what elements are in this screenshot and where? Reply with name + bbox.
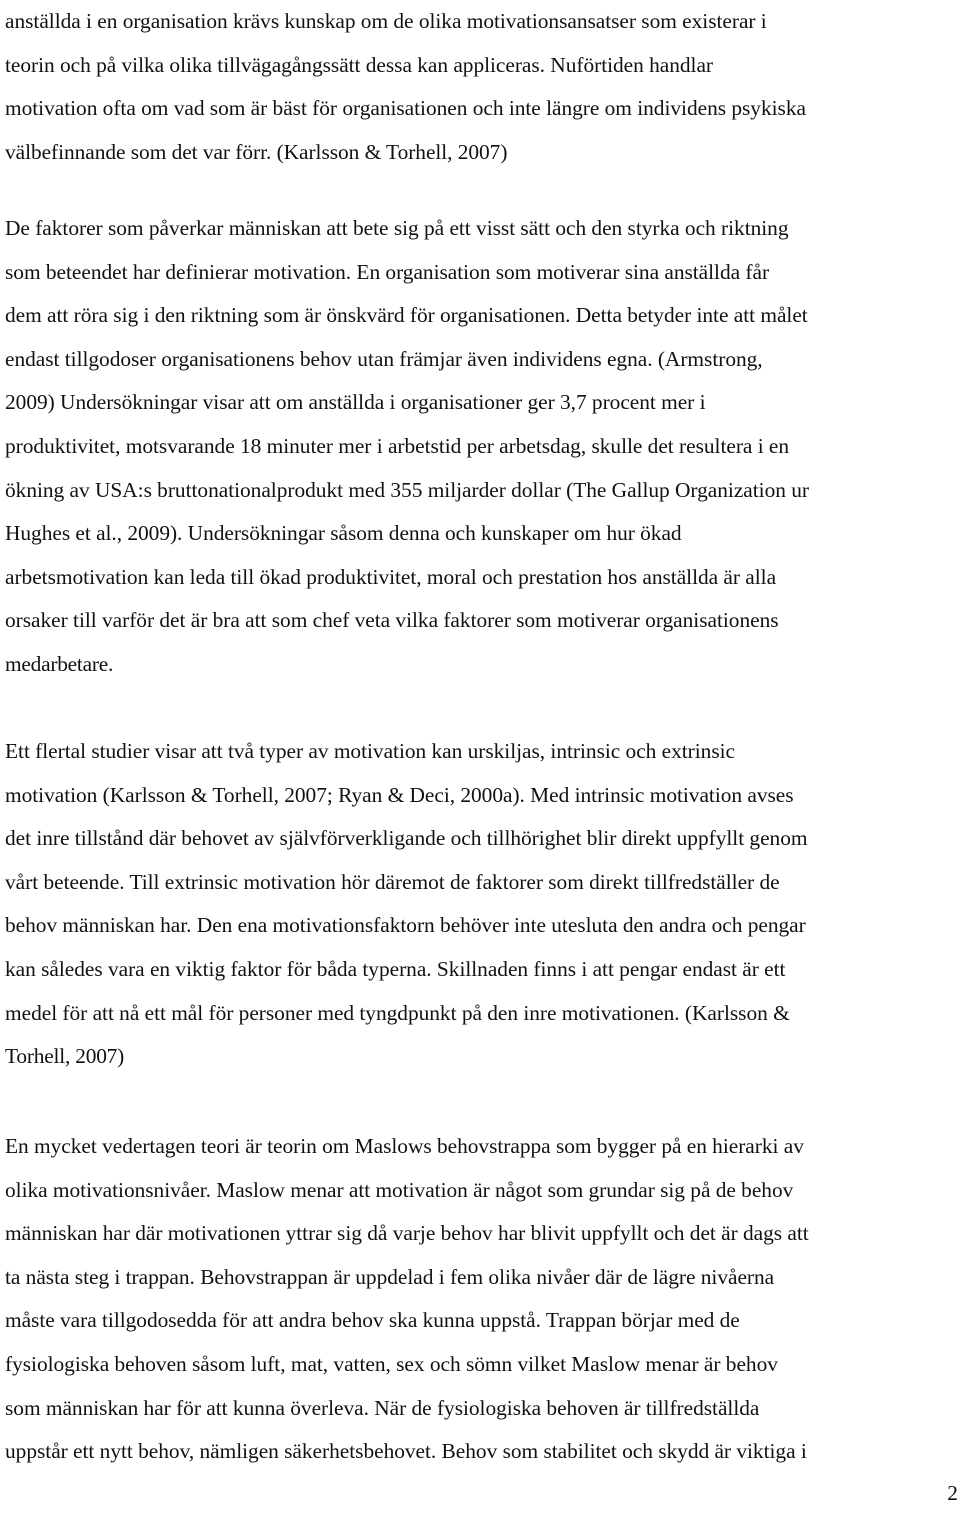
text-line: produktivitet, motsvarande 18 minuter mer i arbetstid per arbetsdag, skulle det resultera i en	[5, 433, 790, 458]
text-line: 2009) Undersökningar visar att om anställda i organisationer ger 3,7 procent mer i	[5, 390, 706, 415]
text-line: som människan har för att kunna överleva. När de fysiologiska behoven är tillfredställda	[5, 1395, 760, 1420]
text-line: medarbetare.	[5, 651, 114, 676]
text-line: motivation (Karlsson & Torhell, 2007; Ryan & Deci, 2000a). Med intrinsic motivation avses	[5, 782, 794, 807]
paragraph-2	[5, 207, 960, 687]
text-line: olika motivationsnivåer. Maslow menar att motivation är något som grundar sig på de behov	[5, 1177, 794, 1202]
paragraph-1	[5, 0, 960, 174]
text-line: måste vara tillgodosedda för att andra behov ska kunna uppstå. Trappan börjar med de	[5, 1308, 740, 1333]
text-line: välbefinnande som det var förr. (Karlsson & Torhell, 2007)	[5, 139, 508, 164]
text-line: behov människan har. Den ena motivationsfaktorn behöver inte utesluta den andra och pengar	[5, 913, 806, 938]
text-line: kan således vara en viktig faktor för båda typerna. Skillnaden finns i att pengar endast är ett	[5, 956, 786, 981]
text-line: uppstår ett nytt behov, nämligen säkerhetsbehovet. Behov som stabilitet och skydd är viktiga i	[5, 1439, 807, 1464]
text-line: Ett flertal studier visar att två typer av motivation kan urskiljas, intrinsic och extrinsic	[5, 739, 736, 763]
text-line: vårt beteende. Till extrinsic motivation hör däremot de faktorer som direkt tillfredställer de	[5, 869, 780, 894]
text-line: En mycket vedertagen teori är teorin om Maslows behovstrappa som bygger på en hierarki av	[5, 1134, 804, 1158]
text-line: människan har där motivationen yttrar sig då varje behov har blivit uppfyllt och det är dags att	[5, 1221, 809, 1246]
page-number: 2	[947, 1481, 958, 1505]
text-line: dem att röra sig i den riktning som är önskvärd för organisationen. Detta betyder inte att målet	[5, 303, 808, 328]
text-line: ökning av USA:s bruttonationalprodukt med 355 miljarder dollar (The Gallup Organization ur	[5, 477, 809, 502]
paragraph-3	[5, 730, 960, 1079]
text-line: anställda i en organisation krävs kunskap om de olika motivationsansatser som existerar i	[5, 9, 767, 33]
text-line: arbetsmotivation kan leda till ökad produktivitet, moral och prestation hos anställda är alla	[5, 564, 777, 589]
text-line: motivation ofta om vad som är bäst för organisationen och inte längre om individens psykiska	[5, 96, 806, 121]
text-line: det inre tillstånd där behovet av självförverkligande och tillhörighet blir direkt uppfyllt genom	[5, 826, 808, 851]
text-line: Torhell, 2007)	[5, 1044, 125, 1069]
text-line: endast tillgodoser organisationens behov utan främjar även individens egna. (Armstrong,	[5, 346, 763, 371]
text-line: som beteendet har definierar motivation. En organisation som motiverar sina anställda får	[5, 259, 770, 284]
text-line: medel för att nå ett mål för personer med tyngdpunkt på den inre motivationen. (Karlsson &	[5, 1000, 790, 1025]
text-line: orsaker till varför det är bra att som chef veta vilka faktorer som motiverar organisationens	[5, 608, 779, 633]
text-line: ta nästa steg i trappan. Behovstrappan är uppdelad i fem olika nivåer där de lägre nivåerna	[5, 1264, 775, 1289]
paragraph-4	[5, 1125, 960, 1474]
text-line: Hughes et al., 2009). Undersökningar såsom denna och kunskaper om hur ökad	[5, 521, 682, 546]
text-line: De faktorer som påverkar människan att bete sig på ett visst sätt och den styrka och riktning	[5, 216, 789, 240]
text-line: teorin och på vilka olika tillvägagångssätt dessa kan appliceras. Nuförtiden handlar	[5, 52, 713, 77]
text-line: fysiologiska behoven såsom luft, mat, vatten, sex och sömn vilket Maslow menar är behov	[5, 1351, 778, 1376]
